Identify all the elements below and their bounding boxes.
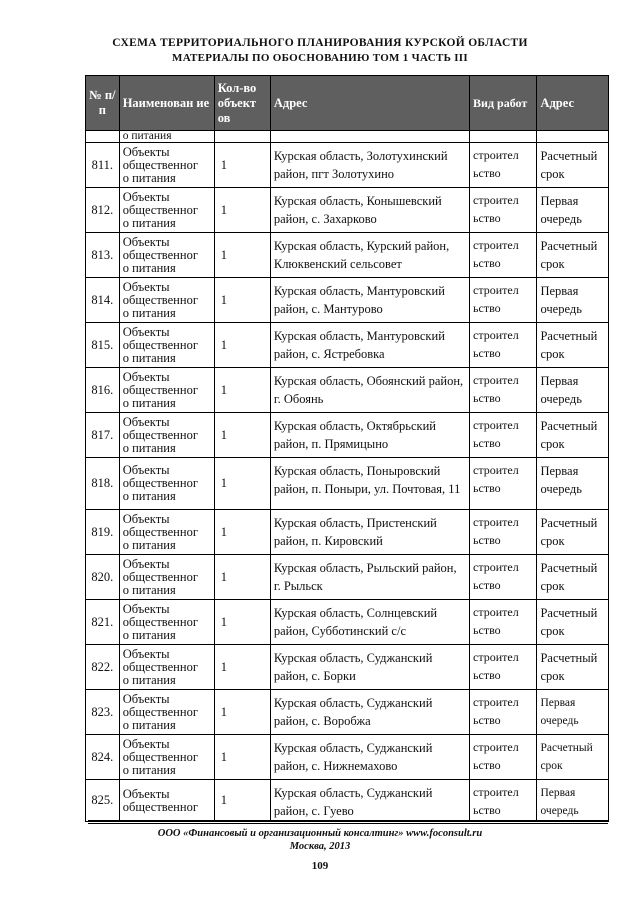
cell-number: 819. xyxy=(86,510,120,555)
cell-address: Курская область, Суджанский район, с. Нижнемахово xyxy=(270,735,469,780)
cell-address: Курская область, Солнцевский район, Субботинский с/с xyxy=(270,600,469,645)
cell-name-line: о питания xyxy=(122,672,176,687)
cell-name-line: Объекты xyxy=(122,369,170,384)
cell-stage: Расчетный срок xyxy=(537,510,609,555)
cell-number: 820. xyxy=(86,555,120,600)
cell-address: Курская область, Суджанский район, с. Гуево xyxy=(270,780,469,822)
cell-count: 1 xyxy=(214,458,270,510)
footer-rule-2 xyxy=(88,823,608,824)
cell-address: Курская область, Октябрьский район, п. Прямицыно xyxy=(270,413,469,458)
cell-name-line: Объекты xyxy=(122,646,170,661)
cell-work-type: строител ьство xyxy=(470,735,537,780)
table-row xyxy=(86,323,609,368)
table-row xyxy=(86,413,609,458)
table-row xyxy=(86,233,609,278)
cell-stage: Расчетный срок xyxy=(537,233,609,278)
cell-name xyxy=(119,233,214,278)
cell-number: 818. xyxy=(86,458,120,510)
cell-name-line: Объекты xyxy=(122,144,170,159)
cell-count: 1 xyxy=(214,323,270,368)
table-row xyxy=(86,278,609,323)
cell-name xyxy=(119,780,214,822)
cell-name-line: общественног xyxy=(122,749,198,764)
cell-name-line: общественног xyxy=(122,614,198,629)
cell-name xyxy=(119,645,214,690)
cell-count xyxy=(214,131,270,143)
table-row xyxy=(86,645,609,690)
col-header-number: № п/п xyxy=(86,76,120,131)
cell-number: 823. xyxy=(86,690,120,735)
cell-name-line: Объекты xyxy=(122,736,170,751)
cell-name-line: о питания xyxy=(122,717,176,732)
cell-number: 812. xyxy=(86,188,120,233)
cell-name-line: общественног xyxy=(122,476,198,490)
cell-count: 1 xyxy=(214,413,270,458)
col-header-work-type: Вид работ xyxy=(470,76,537,131)
table-row xyxy=(86,690,609,735)
footer-company: ООО «Финансовый и организационный консалтинг» www.foconsult.ru xyxy=(157,828,483,839)
cell-number: 817. xyxy=(86,413,120,458)
cell-count: 1 xyxy=(214,368,270,413)
cell-stage: Первая очередь xyxy=(537,458,609,510)
cell-name xyxy=(119,735,214,780)
cell-address: Курская область, Золотухинский район, пгт Золотухино xyxy=(270,143,469,188)
cell-name xyxy=(119,690,214,735)
cell-name-line: о питания xyxy=(122,489,176,503)
table-row xyxy=(86,458,609,510)
cell-name-line: общественног xyxy=(122,292,198,307)
table-row xyxy=(86,600,609,645)
cell-stage: Расчетный срок xyxy=(537,735,609,780)
document-title: СХЕМА ТЕРРИТОРИАЛЬНОГО ПЛАНИРОВАНИЯ КУРСКОЙ ОБЛАСТИ xyxy=(112,37,528,49)
table-row xyxy=(86,143,609,188)
cell-count: 1 xyxy=(214,188,270,233)
cell-name-line: Объекты xyxy=(122,691,170,706)
cell-count: 1 xyxy=(214,600,270,645)
cell-count: 1 xyxy=(214,555,270,600)
cell-name-line: Объекты xyxy=(122,786,170,801)
cell-count: 1 xyxy=(214,735,270,780)
cell-number: 814. xyxy=(86,278,120,323)
cell-work-type: строител ьство xyxy=(470,368,537,413)
cell-name-line: Объекты xyxy=(122,324,170,339)
cell-address: Курская область, Пристенский район, п. Кировский xyxy=(270,510,469,555)
cell-name-line: Объекты xyxy=(122,511,170,526)
cell-name-line: Объекты xyxy=(122,189,170,204)
col-header-count: Кол-во объект ов xyxy=(214,76,270,131)
cell-address: Курская область, Рыльский район, г. Рыльск xyxy=(270,555,469,600)
cell-name-line: о питания xyxy=(122,627,176,642)
cell-name xyxy=(119,600,214,645)
cell-work-type: строител ьство xyxy=(470,510,537,555)
cell-name xyxy=(119,458,214,510)
cell-stage xyxy=(537,131,609,143)
table-row xyxy=(86,510,609,555)
cell-name-line: общественног xyxy=(122,427,198,442)
cell-name-line: Объекты xyxy=(122,601,170,616)
cell-name-line: Объекты xyxy=(122,556,170,571)
table-row xyxy=(86,188,609,233)
cell-name xyxy=(119,323,214,368)
cell-stage: Первая очередь xyxy=(537,690,609,735)
cell-name-line: Объекты xyxy=(122,279,170,294)
cell-work-type: строител ьство xyxy=(470,413,537,458)
cell-name-line: о питания xyxy=(122,260,176,275)
cell-number: 811. xyxy=(86,143,120,188)
cell-address: Курская область, Обоянский район, г. Обоянь xyxy=(270,368,469,413)
cell-number: 822. xyxy=(86,645,120,690)
cell-count: 1 xyxy=(214,510,270,555)
table-row xyxy=(86,780,609,822)
col-header-address: Адрес xyxy=(270,76,469,131)
cell-name-line: общественног xyxy=(122,569,198,584)
cell-name xyxy=(119,143,214,188)
cell-work-type: строител ьство xyxy=(470,600,537,645)
cell-name-line: общественног xyxy=(122,337,198,352)
cell-work-type: строител ьство xyxy=(470,690,537,735)
cell-name-line: общественног xyxy=(122,202,198,217)
footer-city: Москва, 2013 xyxy=(289,841,351,852)
cell-count: 1 xyxy=(214,143,270,188)
cell-stage: Расчетный срок xyxy=(537,645,609,690)
cell-address: Курская область, Мантуровский район, с. Ястребовка xyxy=(270,323,469,368)
cell-name-line: о питания xyxy=(122,440,176,455)
cell-name xyxy=(119,413,214,458)
cell-number: 824. xyxy=(86,735,120,780)
cell-number: 821. xyxy=(86,600,120,645)
table-row xyxy=(86,735,609,780)
cell-work-type: строител ьство xyxy=(470,645,537,690)
col-header-name: Наименован ие xyxy=(119,76,214,131)
cell-number: 816. xyxy=(86,368,120,413)
cell-name-line: общественног xyxy=(122,704,198,719)
cell-name-line: о питания xyxy=(122,537,176,552)
cell-name-line: Объекты xyxy=(122,234,170,249)
cell-name-line: общественног xyxy=(122,799,198,814)
cell-address: Курская область, Суджанский район, с. Воробжа xyxy=(270,690,469,735)
cell-stage: Первая очередь xyxy=(537,780,609,822)
cell-name-line: общественног xyxy=(122,157,198,172)
cell-stage: Расчетный срок xyxy=(537,413,609,458)
cell-address: Курская область, Конышевский район, с. Захарково xyxy=(270,188,469,233)
cell-stage: Первая очередь xyxy=(537,368,609,413)
cell-work-type: строител ьство xyxy=(470,555,537,600)
cell-name-line: общественног xyxy=(122,382,198,397)
cell-stage: Расчетный срок xyxy=(537,143,609,188)
page-number: 109 xyxy=(311,860,329,872)
cell-address: Курская область, Мантуровский район, с. Мантурово xyxy=(270,278,469,323)
cell-name-line: общественног xyxy=(122,524,198,539)
cell-count: 1 xyxy=(214,278,270,323)
cell-work-type: строител ьство xyxy=(470,143,537,188)
cell-name-line: о питания xyxy=(122,350,176,365)
cell-name-line: о питания xyxy=(122,215,176,230)
cell-work-type: строител ьство xyxy=(470,278,537,323)
cell-number: 825. xyxy=(86,780,120,822)
cell-name xyxy=(119,555,214,600)
table-row-continuation xyxy=(86,131,609,143)
cell-name xyxy=(119,188,214,233)
cell-name-line: о питания xyxy=(122,762,176,777)
footer-rule xyxy=(88,820,608,821)
cell-address: Курская область, Поныровский район, п. Поныри, ул. Почтовая, 11 xyxy=(270,458,469,510)
cell-name-line: общественног xyxy=(122,247,198,262)
cell-count: 1 xyxy=(214,780,270,822)
cell-number: 813. xyxy=(86,233,120,278)
cell-count: 1 xyxy=(214,645,270,690)
table-row xyxy=(86,368,609,413)
cell-address: Курская область, Суджанский район, с. Борки xyxy=(270,645,469,690)
cell-stage: Расчетный срок xyxy=(537,323,609,368)
cell-address xyxy=(270,131,469,143)
cell-work-type: строител ьство xyxy=(470,188,537,233)
cell-stage: Расчетный срок xyxy=(537,555,609,600)
cell-name xyxy=(119,368,214,413)
cell-name xyxy=(119,510,214,555)
cell-name: о питания xyxy=(119,131,214,143)
cell-name-line: о питания xyxy=(122,305,176,320)
cell-number: 815. xyxy=(86,323,120,368)
cell-name-line: о питания xyxy=(122,170,176,185)
table-header-row xyxy=(86,76,609,131)
cell-name-line: Объекты xyxy=(122,414,170,429)
cell-address: Курская область, Курский район, Клюквенский сельсовет xyxy=(270,233,469,278)
cell-work-type: строител ьство xyxy=(470,780,537,822)
cell-stage: Первая очередь xyxy=(537,278,609,323)
cell-work-type: строител ьство xyxy=(470,458,537,510)
cell-name-line: общественног xyxy=(122,659,198,674)
cell-work-type xyxy=(470,131,537,143)
table-row xyxy=(86,555,609,600)
cell-number xyxy=(86,131,120,143)
objects-table xyxy=(85,75,609,822)
document-subtitle: МАТЕРИАЛЫ ПО ОБОСНОВАНИЮ ТОМ 1 ЧАСТЬ III xyxy=(172,52,468,64)
cell-work-type: строител ьство xyxy=(470,323,537,368)
col-header-address-2: Адрес xyxy=(537,76,609,131)
cell-stage: Расчетный срок xyxy=(537,600,609,645)
cell-name-line: о питания xyxy=(122,582,176,597)
cell-count: 1 xyxy=(214,233,270,278)
cell-name xyxy=(119,278,214,323)
cell-stage: Первая очередь xyxy=(537,188,609,233)
cell-name-line: о питания xyxy=(122,395,176,410)
cell-name-line: Объекты xyxy=(122,463,170,477)
cell-work-type: строител ьство xyxy=(470,233,537,278)
cell-count: 1 xyxy=(214,690,270,735)
